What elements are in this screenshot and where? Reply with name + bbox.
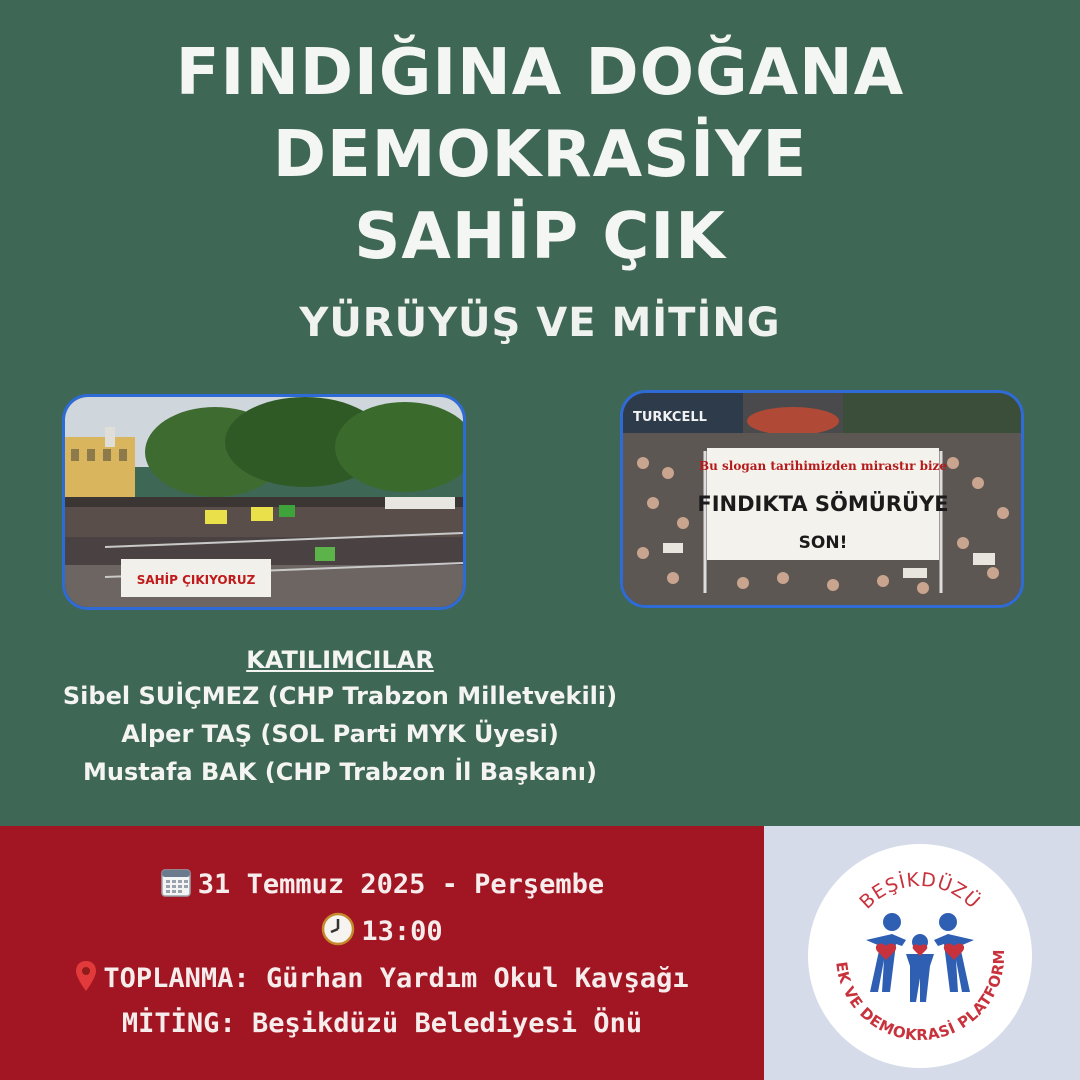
calendar-icon	[160, 866, 192, 905]
rally-location: MİTİNG: Beşikdüzü Belediyesi Önü	[121, 1008, 643, 1039]
participants-block	[40, 643, 640, 791]
platform-logo	[806, 842, 1034, 1070]
participant-3: Mustafa BAK (CHP Trabzon İl Başkanı)	[83, 758, 597, 786]
main-title	[0, 32, 1080, 278]
participant-1: Sibel SUİÇMEZ (CHP Trabzon Milletvekili)	[62, 682, 618, 710]
clock-icon	[321, 912, 355, 953]
event-date-row	[0, 866, 764, 905]
event-details-panel	[0, 826, 764, 1080]
title-line-3: SAHİP ÇIK	[354, 200, 726, 274]
right-banner-line-3: SON!	[798, 533, 848, 553]
crowd-illustration-right	[623, 393, 1021, 605]
gathering-location: TOPLANMA: Gürhan Yardım Okul Kavşağı	[103, 963, 689, 994]
event-subtitle: YÜRÜYÜŞ VE MİTİNG	[299, 300, 781, 346]
gathering-row	[0, 960, 764, 999]
protest-photo-left	[62, 394, 466, 610]
protest-photo-right	[620, 390, 1024, 608]
rally-row	[0, 1008, 764, 1039]
right-banner-line-1: Bu slogan tarihimizden mirastır bize	[698, 459, 948, 473]
map-pin-icon	[75, 960, 97, 999]
title-line-2: DEMOKRASİYE	[272, 118, 808, 192]
title-line-1: FINDIĞINA DOĞANA	[175, 36, 905, 110]
left-banner-text: SAHİP ÇIKIYORUZ	[136, 573, 256, 587]
logo-bottom-text: EK VE DEMOKRASİ PLATFORM	[832, 948, 1009, 1045]
participants-heading: KATILIMCILAR	[246, 646, 434, 674]
participant-2: Alper TAŞ (SOL Parti MYK Üyesi)	[121, 720, 559, 748]
event-date: 31 Temmuz 2025 - Perşembe	[197, 869, 605, 900]
logo-top-text: BEŞİKDÜZÜ	[855, 868, 985, 914]
event-time: 13:00	[361, 916, 443, 947]
crowd-illustration-left	[65, 397, 463, 607]
turkcell-sign: TURKCELL	[633, 410, 707, 425]
event-time-row	[0, 912, 764, 953]
right-banner-line-2: FINDIKTA SÖMÜRÜYE	[697, 492, 949, 516]
